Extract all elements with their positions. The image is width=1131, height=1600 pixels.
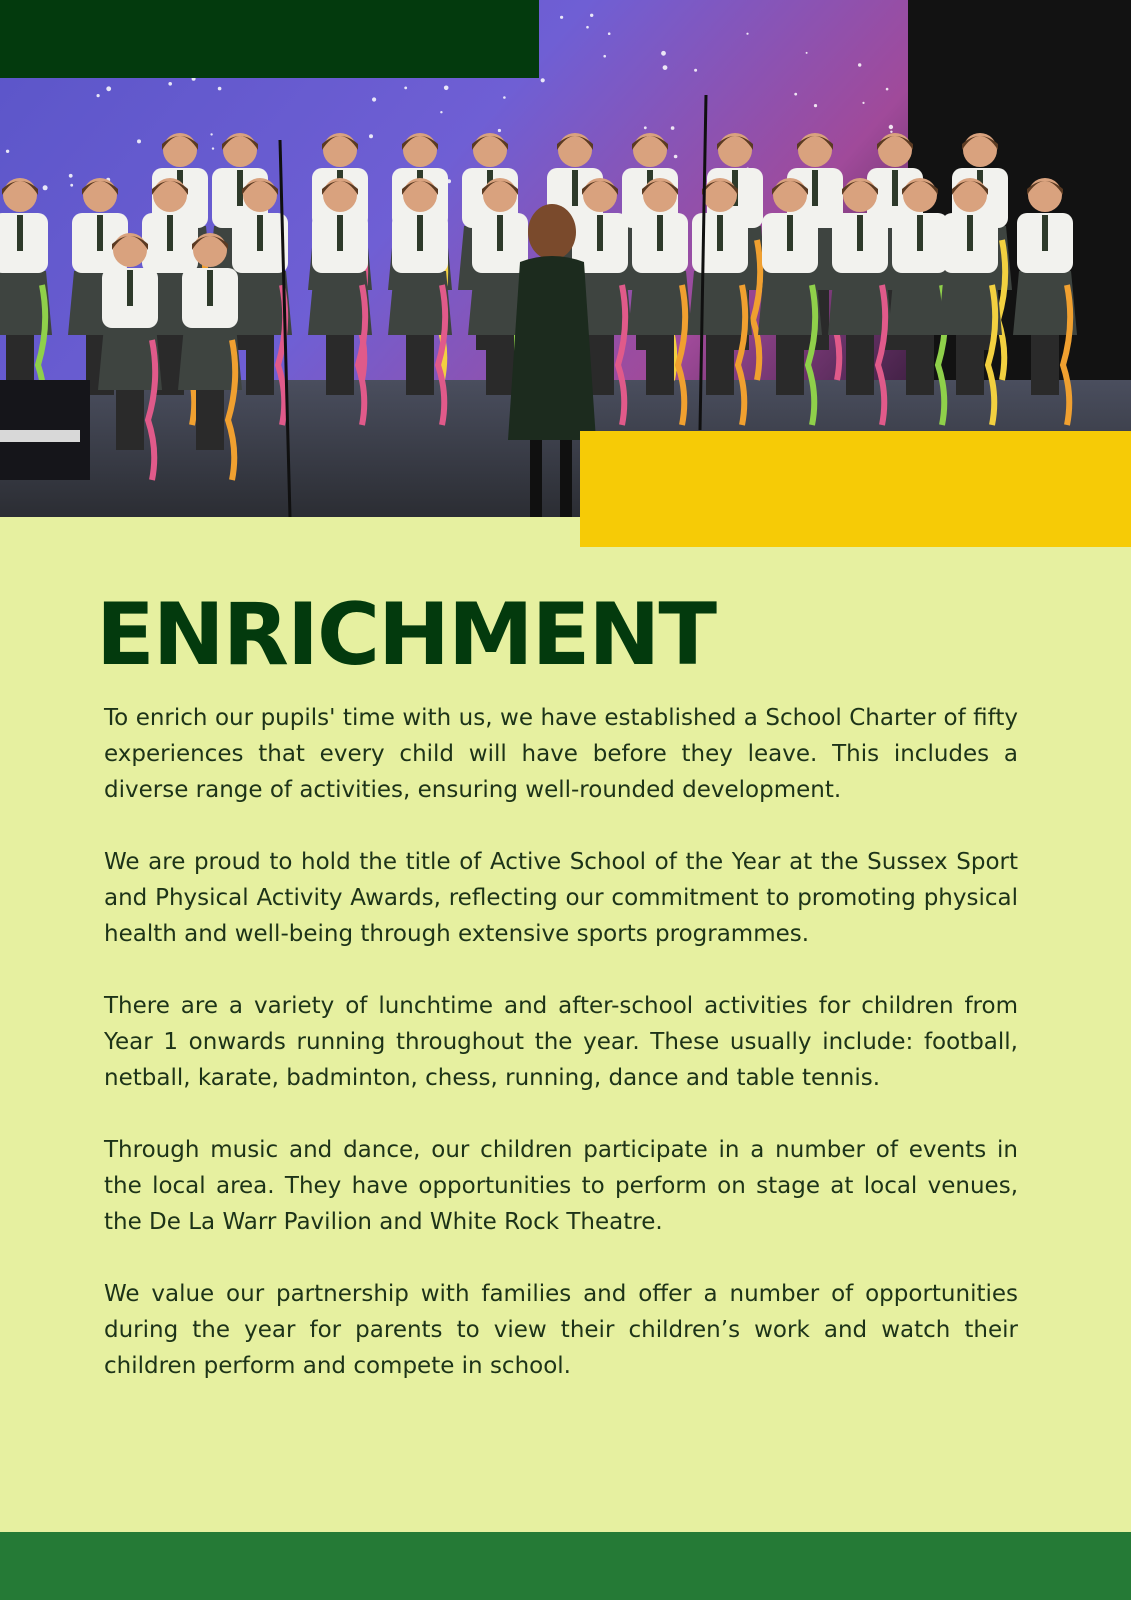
star-light [560, 16, 563, 19]
star-light [671, 126, 675, 130]
star-light [372, 97, 376, 101]
star-light [444, 86, 449, 91]
star-light [404, 87, 407, 90]
star-light [814, 104, 817, 107]
star-light [106, 86, 111, 91]
star-light [661, 51, 666, 56]
star-light [369, 134, 373, 138]
star-light [694, 69, 697, 72]
top-dark-green-band [0, 0, 539, 78]
star-light [794, 93, 797, 96]
paragraph-charter: To enrich our pupils' time with us, we have established a School Charter of fifty experiences that every child will have before they leave. This includes a diverse range of activities, ensuring well-rounded development. [104, 705, 1018, 803]
star-light [806, 52, 808, 54]
star-light [503, 96, 506, 99]
star-light [590, 14, 593, 17]
star-light [70, 184, 73, 187]
star-light [746, 33, 748, 35]
star-light [586, 26, 589, 29]
star-light [97, 94, 100, 97]
star-light [858, 63, 861, 66]
star-light [608, 32, 611, 35]
star-light [663, 65, 668, 70]
star-light [889, 125, 893, 129]
star-light [886, 88, 889, 91]
star-light [137, 139, 141, 143]
star-light [603, 55, 606, 58]
star-light [674, 155, 678, 159]
star-light [218, 87, 222, 91]
star-light [212, 147, 214, 149]
star-light [6, 150, 9, 153]
star-light [644, 126, 647, 129]
star-light [862, 102, 864, 104]
yellow-accent-block [580, 431, 1131, 547]
paragraph-families: We value our partnership with families and offer a number of opportunities during the year for parents to view their children’s work and watch their children perform and compete in school. [104, 1281, 1018, 1379]
page-title: ENRICHMENT [96, 585, 715, 685]
star-light [440, 111, 442, 113]
paragraph-activities: There are a variety of lunchtime and after-school activities for children from Year 1 onwards running throughout the year. These usually include: football, netball, karate, badminton, chess, running, dance and table tennis. [104, 993, 1018, 1091]
star-light [498, 129, 501, 132]
star-light [168, 82, 172, 86]
body-text [104, 700, 1018, 1420]
star-light [69, 174, 73, 178]
footer-green-band [0, 1532, 1131, 1600]
star-light [43, 185, 48, 190]
star-light [541, 78, 545, 82]
star-light [210, 133, 212, 135]
star-light [890, 131, 892, 133]
paragraph-music-dance: Through music and dance, our children participate in a number of events in the local area. They have opportunities to perform on stage at local venues, the De La Warr Pavilion and White Rock Theatre. [104, 1137, 1018, 1235]
paragraph-active-school: We are proud to hold the title of Active School of the Year at the Sussex Sport and Physical Activity Awards, reflecting our commitment to promoting physical health and well-being through extensive sports programmes. [104, 849, 1018, 947]
